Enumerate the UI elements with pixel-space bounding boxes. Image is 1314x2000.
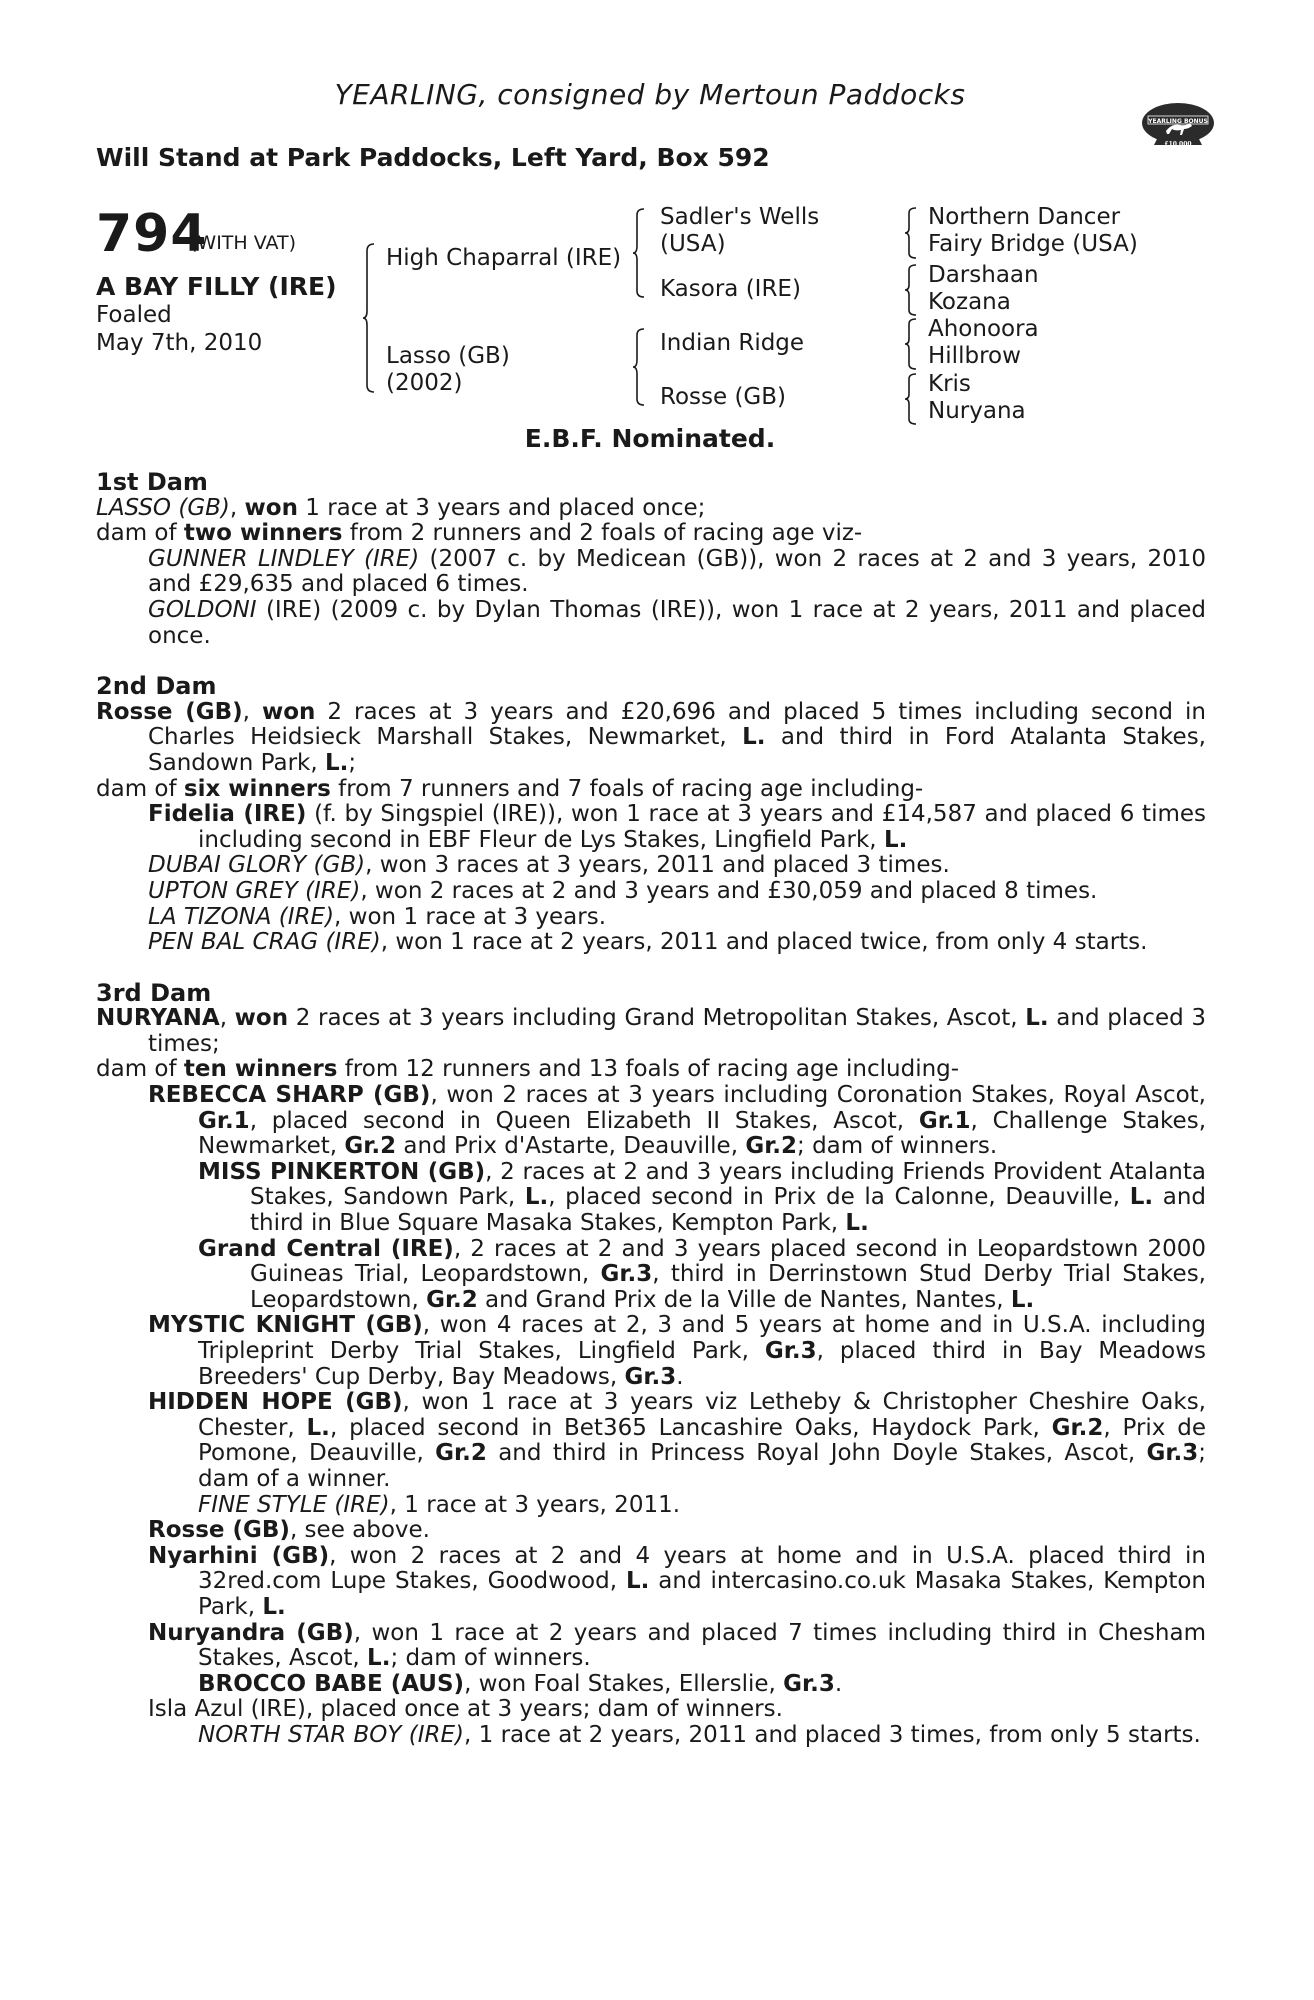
pedigree-brace-dam bbox=[632, 328, 646, 406]
pedigree-dam-year: (2002) bbox=[386, 370, 463, 396]
text-run: ; bbox=[348, 749, 357, 776]
second-dam-produce bbox=[96, 777, 1206, 803]
horse-name: Nuryandra (GB) bbox=[148, 1619, 354, 1646]
horse-name: DUBAI GLORY (GB) bbox=[148, 852, 366, 879]
first-dam-section bbox=[96, 470, 1206, 649]
lot-name: A BAY FILLY (IRE) bbox=[96, 272, 337, 301]
catalogue-body bbox=[96, 470, 1206, 1749]
text-run: two winners bbox=[183, 520, 343, 547]
produce-entry bbox=[96, 1390, 1206, 1492]
pedigree-brace-ss bbox=[904, 207, 918, 259]
text-run: Gr.2 bbox=[1051, 1414, 1104, 1441]
text-run: won bbox=[261, 698, 316, 725]
text-run: and Grand Prix de la Ville de Nantes, Nantes, bbox=[477, 1286, 1011, 1313]
text-run: L. bbox=[845, 1210, 869, 1237]
ebf-nominated: E.B.F. Nominated. bbox=[524, 424, 776, 453]
horse-name: NORTH STAR BOY (IRE) bbox=[198, 1721, 464, 1748]
text-run: L. bbox=[1025, 1005, 1049, 1032]
text-run: , bbox=[219, 1005, 235, 1032]
horse-name: Rosse (GB) bbox=[148, 1517, 290, 1544]
produce-entry bbox=[96, 879, 1206, 905]
text-run: L. bbox=[262, 1593, 286, 1620]
text-run: from 7 runners and 7 foals of racing age including- bbox=[330, 775, 924, 802]
badge-label: YEARLING BONUS bbox=[1148, 118, 1208, 125]
horse-name: Grand Central (IRE) bbox=[198, 1235, 454, 1262]
horse-name: MYSTIC KNIGHT (GB) bbox=[148, 1312, 423, 1339]
text-run: dam of bbox=[96, 1056, 184, 1083]
horse-name: MISS PINKERTON (GB) bbox=[198, 1158, 486, 1185]
text-run: Gr.2 bbox=[435, 1440, 487, 1467]
text-run: Gr.2 bbox=[426, 1286, 478, 1313]
horse-name: GUNNER LINDLEY (IRE) bbox=[148, 545, 420, 572]
text-run: , won 2 races at 3 years including Coronation Stakes, Royal Ascot, bbox=[430, 1082, 1206, 1109]
text-run: , Challenge Stakes, Newmarket, bbox=[198, 1107, 1207, 1160]
pedigree-dss: Ahonoora bbox=[928, 316, 1039, 342]
text-run: Gr.2 bbox=[745, 1133, 798, 1160]
text-run: , third in Derrinstown Stud Derby Trial Stakes, Leopardstown, bbox=[250, 1261, 1206, 1313]
third-dam-record bbox=[96, 1006, 1206, 1057]
text-run: , won 1 race at 2 years and placed 7 times including third in Chesham Stakes, Ascot, bbox=[198, 1619, 1206, 1672]
text-run: , placed second in Prix de la Calonne, Deauville, bbox=[548, 1184, 1130, 1211]
pedigree-brace-sire bbox=[632, 208, 646, 298]
produce-entry bbox=[96, 802, 1206, 853]
text-run: , 2 races at 2 and 3 years placed second in Leopardstown 2000 Guineas Trial, Leopardstown, bbox=[250, 1235, 1206, 1288]
text-run: ; dam of a winner. bbox=[198, 1440, 1206, 1492]
horse-name: GOLDONI bbox=[148, 596, 257, 623]
text-run: , placed second in Queen Elizabeth II Stakes, Ascot, bbox=[249, 1107, 919, 1134]
pedigree-sire-sire: Sadler's Wells bbox=[660, 204, 820, 230]
pedigree-sdd: Kozana bbox=[928, 289, 1011, 315]
pedigree-brace-sd bbox=[904, 264, 918, 316]
second-dam-section bbox=[96, 674, 1206, 956]
text-run: L. bbox=[524, 1184, 549, 1211]
produce-entry bbox=[96, 1723, 1206, 1749]
text-run: and placed 3 times; bbox=[148, 1005, 1206, 1057]
text-run: (2007 c. by Medicean (GB)), won 2 races at 2 and 3 years, 2010 and £29,635 and placed 6 times. bbox=[148, 545, 1206, 598]
third-dam-section bbox=[96, 978, 1207, 1749]
pedigree-sire-sire-country: (USA) bbox=[660, 231, 726, 257]
text-run: . bbox=[834, 1670, 843, 1697]
produce-entry bbox=[96, 930, 1206, 956]
text-run: 1 race at 3 years and placed once; bbox=[297, 494, 706, 521]
text-run: from 12 runners and 13 foals of racing age including- bbox=[337, 1056, 960, 1083]
text-run: L. bbox=[1129, 1184, 1154, 1211]
text-run: , bbox=[242, 698, 262, 725]
yearling-bonus-badge bbox=[1140, 99, 1216, 151]
text-run: , 2 races at 2 and 3 years including Friends Provident Atalanta Stakes, Sandown Park, bbox=[250, 1158, 1206, 1211]
foaled-date: May 7th, 2010 bbox=[96, 330, 263, 356]
horse-name: BROCCO BABE (AUS) bbox=[198, 1670, 465, 1697]
text-run: . bbox=[676, 1363, 684, 1390]
text-run: and third in Ford Atalanta Stakes, Sandown Park, bbox=[148, 724, 1206, 776]
pedigree-sire-dam: Kasora (IRE) bbox=[660, 276, 801, 302]
produce-entry bbox=[96, 598, 1206, 649]
text-run: and Prix d'Astarte, Deauville, bbox=[396, 1133, 746, 1160]
text-run: , won 1 race at 2 years, 2011 and placed twice, from only 4 starts. bbox=[380, 929, 1148, 956]
produce-entry: Isla Azul (IRE), placed once at 3 years; dam of winners. bbox=[148, 1696, 783, 1723]
pedigree-dam-sire: Indian Ridge bbox=[660, 330, 805, 356]
dam-name: LASSO (GB) bbox=[96, 494, 230, 521]
text-run: (f. by Singspiel (IRE)), won 1 race at 3 years and £14,587 and placed 6 times including second in EBF Fleur de Lys Stakes, Lingfield Park, bbox=[198, 801, 1206, 853]
horse-name: UPTON GREY (IRE) bbox=[148, 877, 361, 904]
text-run: , see above. bbox=[289, 1517, 430, 1544]
text-run: 2 races at 3 years and £20,696 and placed 5 times including second in Charles Heidsieck Marshall Stakes, Newmarket, bbox=[148, 698, 1207, 751]
pedigree-dam-dam: Rosse (GB) bbox=[660, 384, 786, 410]
text-run: Gr.1 bbox=[918, 1107, 971, 1134]
pedigree-dds: Kris bbox=[928, 371, 971, 397]
text-run: L. bbox=[883, 826, 908, 853]
pedigree-dam-name: Lasso (GB) bbox=[386, 343, 510, 369]
dam-name: Rosse (GB) bbox=[96, 698, 243, 725]
text-run: and intercasino.co.uk Masaka Stakes, Kempton Park, bbox=[198, 1568, 1206, 1620]
text-run: , won 2 races at 2 and 3 years and £30,059 and placed 8 times. bbox=[360, 877, 1098, 904]
text-run: , placed second in Bet365 Lancashire Oaks, Haydock Park, bbox=[329, 1414, 1052, 1441]
text-run: and third in Princess Royal John Doyle Stakes, Ascot, bbox=[486, 1440, 1147, 1467]
produce-entry bbox=[96, 1313, 1206, 1390]
produce-entry bbox=[96, 1493, 1206, 1519]
text-run: L. bbox=[324, 749, 349, 776]
text-run: , won 2 races at 2 and 4 years at home and in U.S.A. placed third in 32red.com Lupe Stakes, Goodwood, bbox=[198, 1542, 1206, 1595]
text-run: dam of bbox=[96, 775, 184, 802]
text-run: , won 3 races at 3 years, 2011 and placed 3 times. bbox=[365, 852, 950, 879]
stand-location: Will Stand at Park Paddocks, Left Yard, Box 592 bbox=[96, 143, 770, 172]
text-run: from 2 runners and 2 foals of racing age viz- bbox=[342, 520, 863, 547]
text-run: Gr.3 bbox=[600, 1261, 653, 1288]
text-run: and third in Blue Square Masaka Stakes, Kempton Park, bbox=[250, 1184, 1206, 1237]
text-run: Gr.2 bbox=[344, 1133, 397, 1160]
text-run: won bbox=[244, 494, 298, 521]
text-run: , won 4 races at 2, 3 and 5 years at home and in U.S.A. including Tripleprint Derby Trial Stakes, Lingfield Park, bbox=[198, 1312, 1206, 1364]
text-run: Gr.3 bbox=[624, 1363, 677, 1390]
horse-name: Fidelia (IRE) bbox=[148, 801, 307, 828]
text-run: L. bbox=[367, 1645, 391, 1672]
lot-number: 794 bbox=[96, 204, 208, 264]
produce-entry bbox=[96, 1621, 1206, 1672]
first-dam-heading: 1st Dam bbox=[96, 468, 208, 496]
pedigree-brace-main bbox=[362, 243, 376, 393]
text-run: Gr.3 bbox=[783, 1670, 835, 1697]
horse-name: HIDDEN HOPE (GB) bbox=[148, 1389, 403, 1416]
horse-name: REBECCA SHARP (GB) bbox=[148, 1082, 431, 1109]
text-run: Gr.3 bbox=[1146, 1440, 1199, 1467]
text-run: ; dam of winners. bbox=[797, 1133, 998, 1160]
pedigree-sss: Northern Dancer bbox=[928, 204, 1121, 230]
text-run: , Prix de Pomone, Deauville, bbox=[198, 1414, 1206, 1467]
horse-name: FINE STYLE (IRE) bbox=[198, 1491, 390, 1518]
foaled-label: Foaled bbox=[96, 302, 172, 328]
produce-entry bbox=[96, 1083, 1206, 1160]
text-run: , won 1 race at 3 years viz Letheby & Christopher Cheshire Oaks, Chester, bbox=[198, 1389, 1206, 1441]
page-title: YEARLING, consigned by Mertoun Paddocks bbox=[334, 78, 966, 111]
horse-name: Nyarhini (GB) bbox=[148, 1542, 330, 1569]
text-run: six winners bbox=[183, 775, 331, 802]
text-run: , 1 race at 2 years, 2011 and placed 3 times, from only 5 starts. bbox=[464, 1721, 1201, 1748]
produce-entry bbox=[96, 547, 1206, 598]
text-run: Gr.1 bbox=[198, 1107, 250, 1134]
produce-entry bbox=[96, 905, 1206, 931]
dam-name: NURYANA bbox=[96, 1005, 220, 1032]
third-dam-heading: 3rd Dam bbox=[96, 978, 212, 1007]
pedigree-dsd: Hillbrow bbox=[928, 343, 1021, 369]
text-run: , won Foal Stakes, Ellerslie, bbox=[464, 1670, 784, 1697]
pedigree-sds: Darshaan bbox=[928, 262, 1039, 288]
text-run: 2 races at 3 years including Grand Metropolitan Stakes, Ascot, bbox=[288, 1005, 1026, 1032]
pedigree-ddd: Nuryana bbox=[928, 398, 1026, 424]
text-run: L. bbox=[742, 724, 766, 751]
produce-entry bbox=[96, 1544, 1206, 1621]
pedigree-brace-ds bbox=[904, 318, 918, 370]
horse-name: PEN BAL CRAG (IRE) bbox=[148, 929, 381, 956]
text-run: , bbox=[229, 494, 245, 521]
pedigree-brace-dd bbox=[904, 373, 918, 425]
text-run: (IRE) (2009 c. by Dylan Thomas (IRE)), won 1 race at 2 years, 2011 and placed once. bbox=[148, 596, 1206, 649]
text-run: , 1 race at 3 years, 2011. bbox=[389, 1491, 681, 1518]
text-run: Gr.3 bbox=[764, 1338, 817, 1364]
lot-vat: (WITH VAT) bbox=[190, 232, 297, 254]
produce-entry bbox=[96, 1160, 1206, 1237]
first-dam-produce bbox=[96, 521, 1206, 547]
produce-entry bbox=[96, 1672, 1206, 1698]
produce-entry bbox=[96, 853, 1206, 879]
text-run: won bbox=[234, 1005, 289, 1032]
text-run: L. bbox=[306, 1414, 330, 1441]
text-run: ; dam of winners. bbox=[390, 1645, 591, 1672]
text-run: , won 1 race at 3 years. bbox=[334, 903, 607, 930]
produce-entry bbox=[96, 1237, 1206, 1314]
text-run: L. bbox=[625, 1568, 650, 1595]
text-run: , placed third in Bay Meadows Breeders' Cup Derby, Bay Meadows, bbox=[198, 1338, 1206, 1390]
horse-name: LA TIZONA (IRE) bbox=[148, 903, 335, 930]
text-run: L. bbox=[1010, 1286, 1035, 1313]
text-run: dam of bbox=[96, 520, 184, 547]
pedigree-ssd: Fairy Bridge (USA) bbox=[928, 231, 1138, 257]
second-dam-heading: 2nd Dam bbox=[96, 672, 217, 701]
first-dam-record bbox=[96, 496, 1206, 522]
text-run: ten winners bbox=[183, 1056, 338, 1083]
pedigree-sire: High Chaparral (IRE) bbox=[386, 245, 622, 271]
third-dam-produce bbox=[96, 1057, 1206, 1083]
second-dam-record bbox=[96, 700, 1206, 777]
produce-entry bbox=[96, 1518, 1206, 1544]
badge-amount: £10,000 bbox=[1164, 141, 1192, 148]
